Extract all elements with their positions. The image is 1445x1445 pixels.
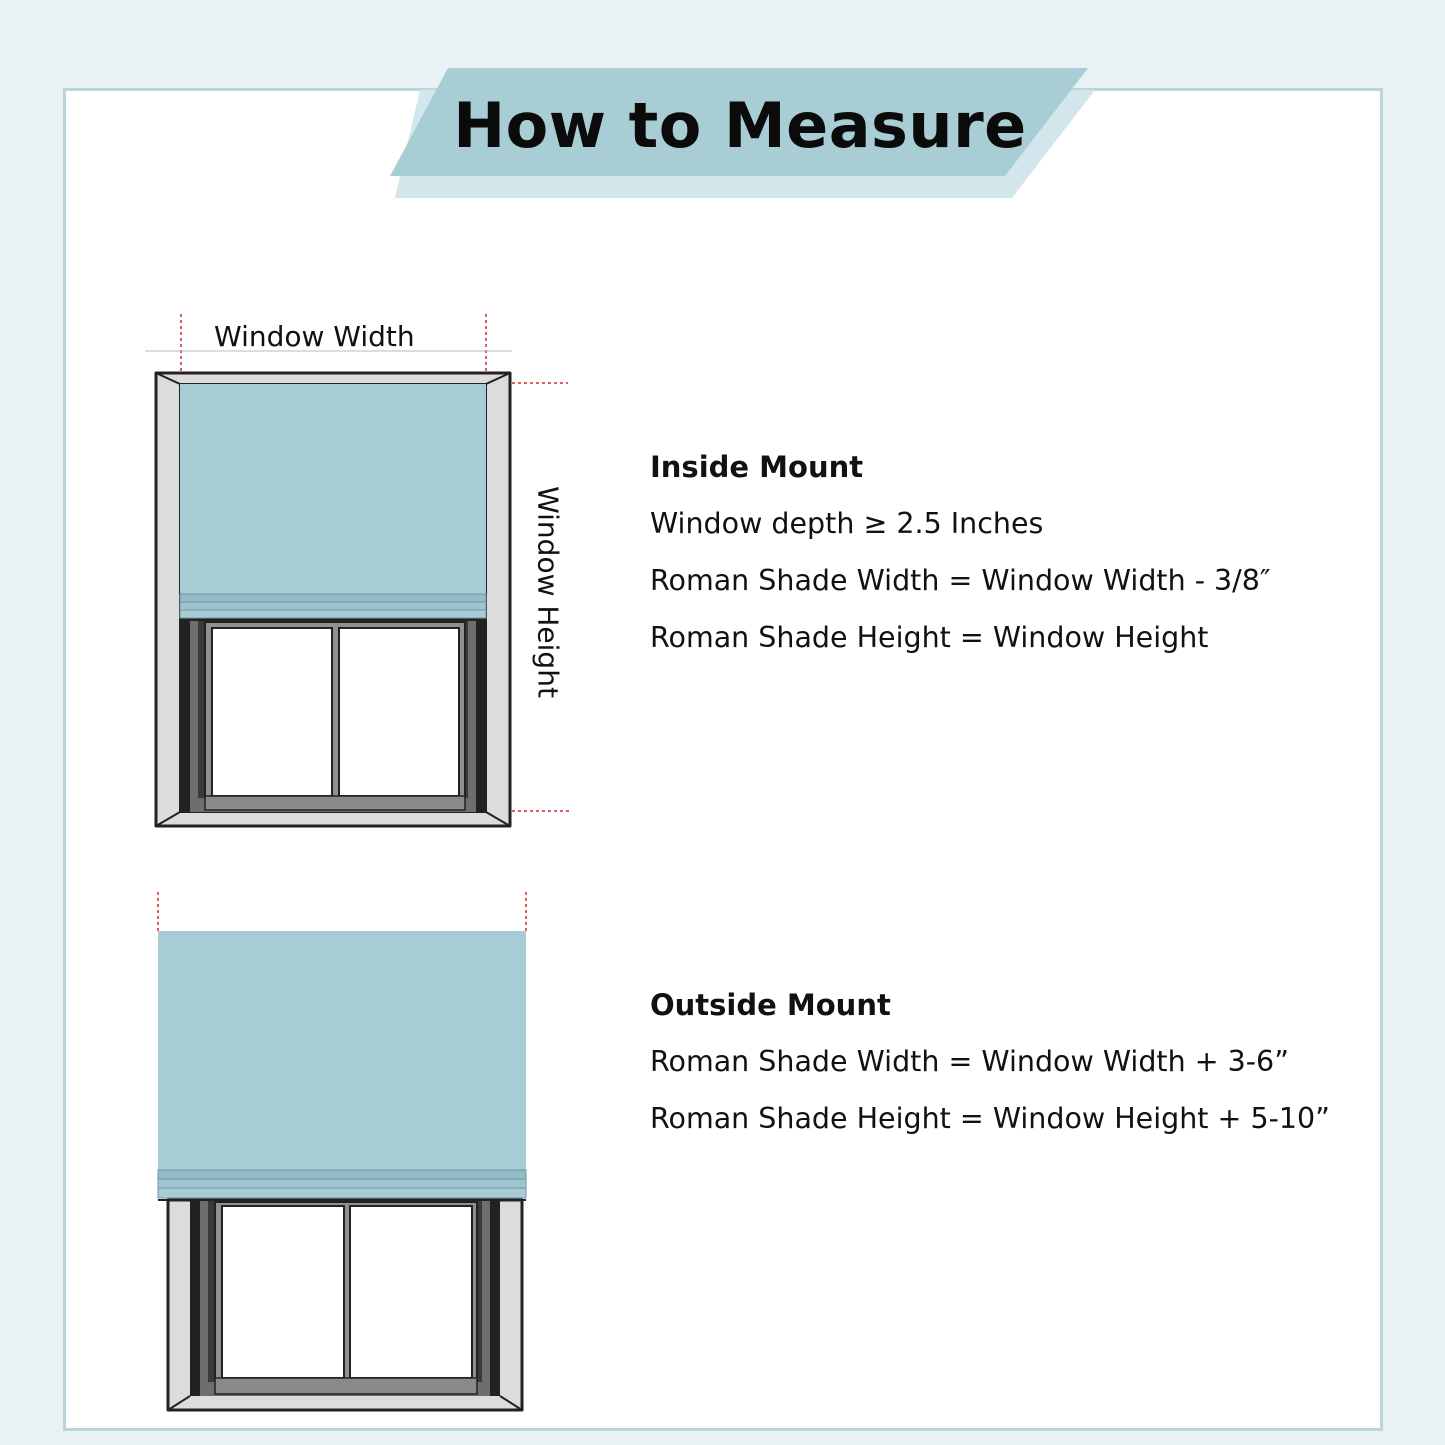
inside-mount-title: Inside Mount bbox=[650, 450, 864, 484]
outside-mount-line: Roman Shade Width = Window Width + 3-6” bbox=[650, 1045, 1289, 1078]
inside-mount-line: Roman Shade Width = Window Width - 3/8″ bbox=[650, 564, 1271, 597]
outside-mount-section bbox=[650, 985, 1330, 1156]
outside-width-guides bbox=[158, 892, 526, 932]
outside-mount-diagram bbox=[0, 0, 620, 1445]
outside-window-frame bbox=[168, 1200, 522, 1410]
window-width-label: Window Width bbox=[214, 320, 415, 353]
outside-mount-title: Outside Mount bbox=[650, 988, 891, 1022]
page-title: How to Measure bbox=[453, 88, 1027, 162]
outside-roman-shade bbox=[158, 931, 526, 1200]
inside-mount-section bbox=[650, 447, 1271, 675]
inside-mount-line: Roman Shade Height = Window Height bbox=[650, 621, 1209, 654]
inside-mount-line: Window depth ≥ 2.5 Inches bbox=[650, 507, 1044, 540]
outside-mount-line: Roman Shade Height = Window Height + 5-10” bbox=[650, 1102, 1330, 1135]
window-height-label: Window Height bbox=[531, 486, 565, 698]
